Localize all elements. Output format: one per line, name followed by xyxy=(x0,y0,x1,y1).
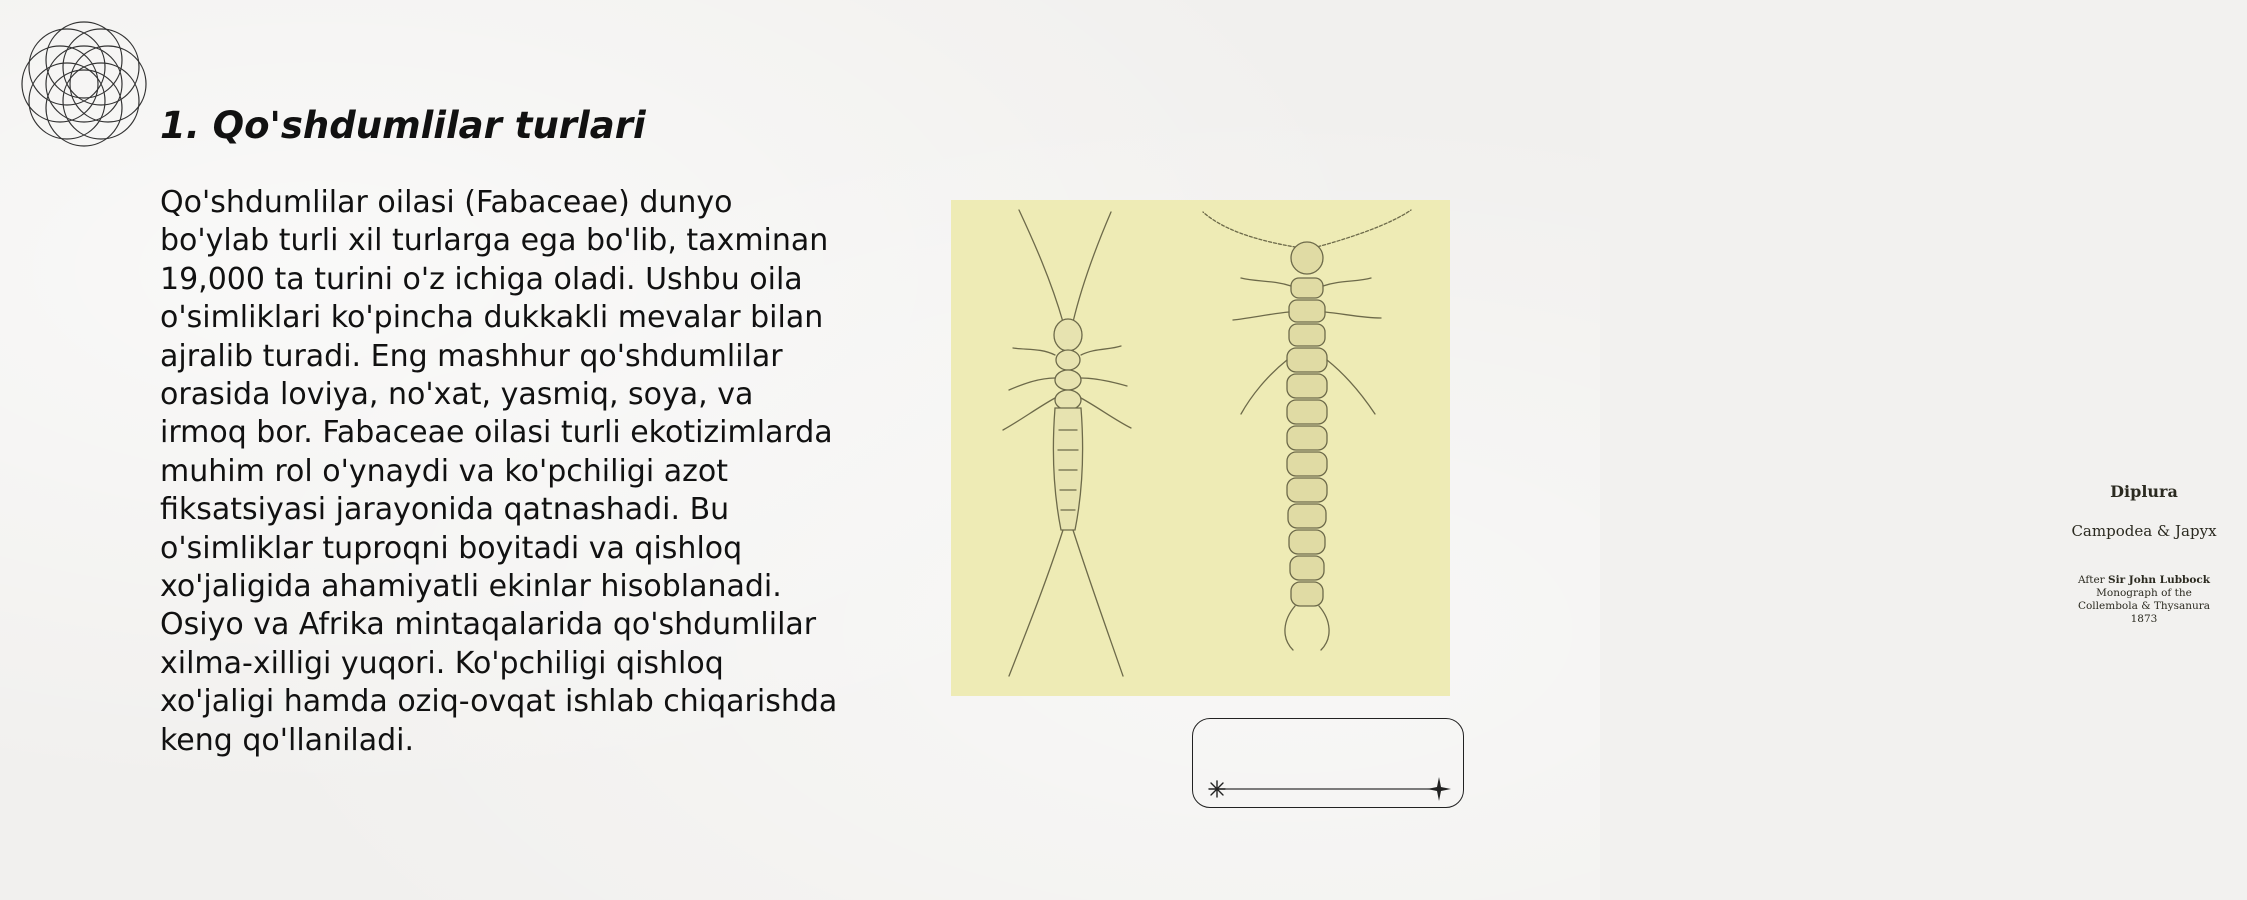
decorative-line-box xyxy=(1192,718,1464,808)
credit-author: Sir John Lubbock xyxy=(2108,574,2211,586)
four-point-star-icon xyxy=(1427,777,1451,801)
interlaced-circles-logo xyxy=(10,10,158,158)
slide-title: 1. Qo'shdumlilar turlari xyxy=(160,104,646,147)
decorative-line xyxy=(1193,719,1465,809)
sparkle-icon xyxy=(1209,781,1225,797)
slide-paragraph: Qo'shdumlilar oilasi (Fabaceae) dunyo bo'ylab turli xil turlarga ega bo'lib, taxminan 19,000 ta turini o'z ichiga oladi. Ushbu oila o'simliklari ko'pincha dukkakli mevalar bilan ajralib turadi. Eng mashhur qo'shdumlilar orasida loviya, no'xat, yasmiq, soya, va irmoq bor. Fabaceae oilasi turli ekotizimlarda muhim rol o'ynaydi va ko'pchiligi azot fiksatsiyasi jarayonida qatnashadi. Bu o'simliklar tuproqni boyitadi va qishloq xo'jaligida ahamiyatli ekinlar hisoblanadi. Osiyo va Afrika mintaqalarida qo'shdumlilar xilma-xilligi yuqori. Ko'pchiligi qishloq xo'jaligi hamda oziq-ovqat ishlab chiqarishda keng qo'llaniladi. xyxy=(160,185,838,758)
insect-drawing xyxy=(951,200,1450,696)
illustration-credit xyxy=(2041,574,2247,626)
credit-line2: Monograph of the xyxy=(2096,587,2192,599)
credit-year: 1873 xyxy=(2130,613,2158,625)
diplura-illustration xyxy=(951,200,2217,696)
illustration-caption-title: Diplura xyxy=(2110,482,2178,501)
illustration-caption-subtitle: Campodea & Japyx xyxy=(2071,522,2217,540)
credit-prefix: After xyxy=(2077,574,2105,586)
credit-line3: Collembola & Thysanura xyxy=(2077,600,2211,612)
